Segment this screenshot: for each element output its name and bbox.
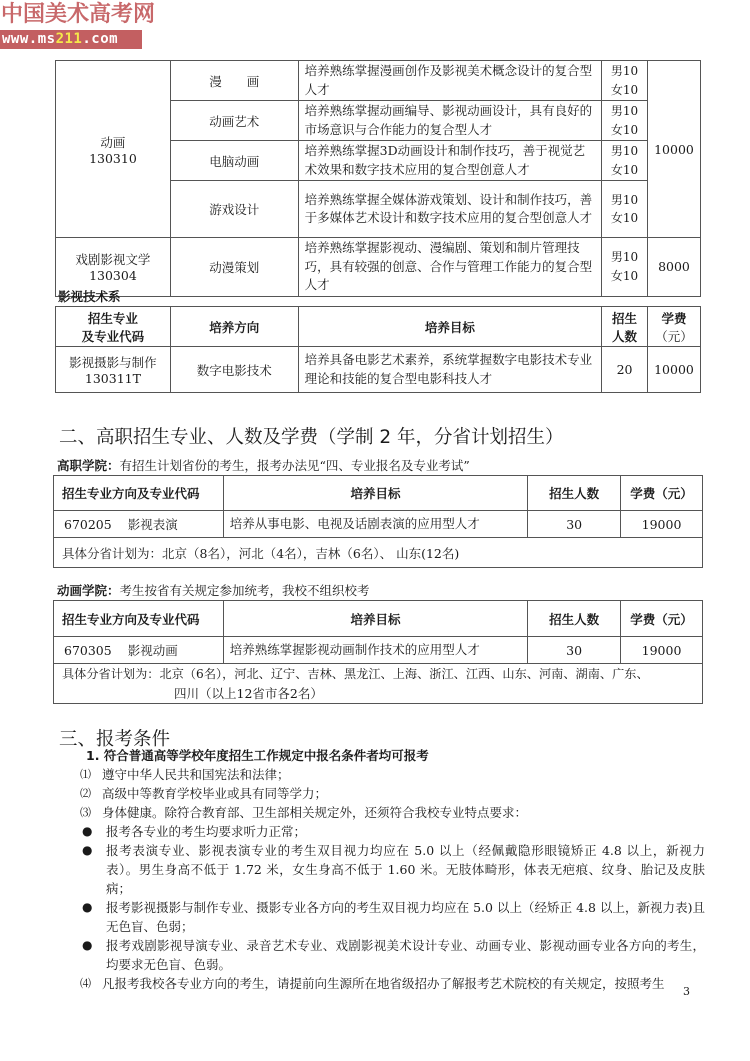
section-heading-vocational: 二、高职招生专业、人数及学费（学制 2 年，分省计划招生） [59, 427, 564, 448]
major-cell [56, 61, 171, 238]
watermark-url [0, 30, 142, 49]
college-note-text: 考生按省有关规定参加统考，我校不组织校考 [119, 583, 370, 598]
table-row [56, 347, 701, 393]
female-count: 女10 [610, 122, 639, 137]
sub-condition-number: ⑴ [80, 768, 91, 781]
province-plan: 具体分省计划为：北京（8名），河北（4名），吉林（6名）、 山东(12名) [54, 538, 703, 568]
college-note-text: 有招生计划省份的考生，报考办法见“四、专业报名及专业考试” [119, 458, 470, 473]
header-goal: 培养目标 [223, 476, 527, 511]
table-row [56, 238, 701, 297]
major-code: 130310 [89, 150, 137, 166]
bullet-icon: ● [82, 938, 93, 952]
college-label: 动画学院： [57, 583, 120, 598]
male-count: 男10 [610, 104, 639, 118]
major-name: 影视表演 [127, 517, 178, 532]
header-major-line1: 招生专业 [87, 310, 138, 326]
header-major [56, 307, 171, 347]
header-fee-line1: 学费 [661, 310, 687, 326]
direction-cell: 数字电影技术 [170, 347, 298, 393]
header-count-line2: 人数 [612, 328, 638, 344]
header-direction: 培养方向 [170, 307, 298, 347]
female-count: 女10 [610, 82, 639, 97]
direction-cell: 动画艺术 [170, 101, 298, 141]
bullet-item [80, 822, 705, 841]
count-cell: 30 [528, 511, 621, 538]
college-note-animation [57, 581, 370, 599]
major-cell [56, 347, 171, 393]
site-watermark-logo [0, 0, 156, 49]
table-row [54, 538, 703, 568]
sub-condition-number: ⑵ [80, 787, 91, 800]
female-count: 女10 [610, 162, 639, 177]
goal-cell: 培养熟练掌握动画编导、影视动画设计，具有良好的市场意识与合作能力的复合型人才 [298, 101, 601, 141]
count-cell [602, 181, 648, 238]
conditions-list [80, 746, 705, 993]
goal-cell: 培养熟练掌握全媒体游戏策划、设计和制作技巧，善于多媒体艺术设计和数字技术应用的复合型创意人才 [298, 181, 601, 238]
animation-college-table [53, 600, 703, 704]
section-heading-conditions: 三、报考条件 [59, 729, 171, 750]
watermark-title: 中国美术高考网 [1, 2, 156, 27]
table-row [54, 664, 703, 704]
header-count-line1: 招生 [612, 310, 638, 326]
watermark-url-suffix: .com [82, 31, 119, 47]
table-row [56, 61, 701, 101]
condition-item-1: 1. 符合普通高等学校年度招生工作规定中报名条件者均可报考 [86, 748, 429, 763]
watermark-url-highlight: 211 [55, 31, 83, 47]
header-major: 招生专业方向及专业代码 [54, 601, 224, 637]
header-fee: 学费（元） [621, 601, 703, 637]
sub-condition [80, 765, 705, 784]
sub-condition [80, 974, 705, 993]
watermark-url-prefix: www.ms [2, 31, 56, 47]
table-header-row [54, 601, 703, 637]
goal-cell: 培养具备电影艺术素养，系统掌握数字电影技术专业理论和技能的复合型电影科技人才 [298, 347, 601, 393]
table-header-row [56, 307, 701, 347]
fee-cell: 19000 [621, 511, 703, 538]
female-count: 女10 [610, 211, 639, 225]
male-count: 男10 [610, 250, 639, 265]
fee-cell: 19000 [621, 637, 703, 664]
major-code: 670305 [64, 643, 112, 658]
fee-cell: 10000 [648, 347, 701, 393]
goal-cell: 培养熟练掌握3D动画设计和制作技巧，善于视觉艺术效果和数字技术应用的复合型创意人才 [298, 141, 601, 181]
table-row [54, 511, 703, 538]
major-name: 戏剧影视文学 [75, 252, 151, 268]
header-goal: 培养目标 [298, 307, 601, 347]
table-row [54, 637, 703, 664]
male-count: 男10 [610, 144, 639, 158]
sub-condition-number: ⑶ [80, 806, 91, 819]
bullet-text: 报考影视摄影与制作专业、摄影专业各方向的考生双目视力均应在 5.0 以上（经矫正 4.8 以上，新视力表)且无色盲、色弱； [106, 900, 705, 934]
direction-cell: 电脑动画 [170, 141, 298, 181]
header-fee-line2: （元） [655, 328, 693, 344]
sub-condition-text: 高级中等教育学校毕业或具有同等学力； [102, 786, 328, 801]
major-code: 130304 [89, 268, 137, 284]
majors-table-animation [55, 60, 701, 297]
sub-condition-number: ⑷ [80, 977, 91, 990]
major-cell [54, 511, 224, 538]
province-plan-line2: 四川（以上12省市各2名） [174, 685, 323, 701]
sub-condition-text: 遵守中华人民共和国宪法和法律； [102, 767, 290, 782]
bullet-item [80, 936, 705, 974]
count-cell: 20 [602, 347, 648, 393]
bullet-text: 报考戏剧影视导演专业、录音艺术专业、戏剧影视美术设计专业、动画专业、影视动画专业各方向的考生，均要求无色盲、色弱。 [106, 938, 705, 972]
male-count: 男10 [610, 192, 639, 207]
major-name: 影视动画 [127, 643, 178, 658]
goal-cell: 培养从事电影、电视及话剧表演的应用型人才 [223, 511, 527, 538]
major-code: 670205 [64, 517, 112, 532]
header-count: 招生人数 [528, 476, 621, 511]
count-cell [602, 141, 648, 181]
bullet-icon: ● [82, 900, 93, 914]
major-code: 130311T [84, 371, 141, 386]
sub-condition [80, 784, 705, 803]
vocational-table [53, 475, 703, 568]
fee-cell: 10000 [647, 61, 700, 238]
direction-cell: 动漫策划 [170, 238, 298, 297]
bullet-item [80, 898, 705, 936]
count-cell [602, 101, 648, 141]
goal-cell: 培养熟练掌握漫画创作及影视美术概念设计的复合型人才 [298, 61, 601, 101]
college-label: 高职学院： [57, 458, 120, 473]
major-name: 影视摄影与制作 [69, 355, 157, 370]
bullet-icon: ● [82, 824, 93, 838]
header-count [602, 307, 648, 347]
header-fee: 学费（元） [621, 476, 703, 511]
header-count: 招生人数 [528, 601, 621, 637]
direction-cell: 漫 画 [170, 61, 298, 101]
header-goal: 培养目标 [223, 601, 527, 637]
bullet-item [80, 841, 705, 898]
goal-cell: 培养熟练掌握影视动、漫编剧、策划和制片管理技巧，具有较强的创意、合作与管理工作能力的复合型人才 [298, 238, 601, 297]
direction-cell: 游戏设计 [170, 181, 298, 238]
bullet-text: 报考各专业的考生均要求听力正常； [106, 824, 307, 839]
college-note-vocational [57, 456, 470, 474]
header-major: 招生专业方向及专业代码 [54, 476, 224, 511]
count-cell [602, 238, 648, 297]
sub-condition-text: 身体健康。除符合教育部、卫生部相关规定外，还须符合我校专业特点要求： [102, 805, 528, 820]
header-major-line2: 及专业代码 [81, 328, 145, 344]
bullet-text: 报考表演专业、影视表演专业的考生双目视力均应在 5.0 以上（经佩戴隐形眼镜矫正 4.8 以上，新视力表）。男生身高不低于 1.72 米，女生身高不低于 1.60 米。无肢体畸形，体表无疤痕、纹身、胎记及皮肤病； [106, 843, 705, 896]
sub-condition [80, 803, 705, 822]
bullet-icon: ● [82, 843, 93, 857]
male-count: 男10 [610, 64, 639, 78]
table-header-row [54, 476, 703, 511]
sub-condition-text: 凡报考我校各专业方向的考生，请提前向生源所在地省级招办了解报考艺术院校的有关规定，按照考生 [102, 976, 665, 991]
count-cell: 30 [528, 637, 621, 664]
department-title: 影视技术系 [58, 289, 121, 304]
page-number: 3 [683, 985, 690, 998]
province-plan [54, 664, 703, 704]
major-name: 动画 [100, 134, 126, 150]
goal-cell: 培养熟练掌握影视动画制作技术的应用型人才 [223, 637, 527, 664]
female-count: 女10 [610, 268, 639, 283]
fee-cell: 8000 [647, 238, 700, 297]
count-cell [602, 61, 648, 101]
province-plan-line1: 具体分省计划为：北京（6名），河北、辽宁、吉林、黑龙江、上海、浙江、江西、山东、河南、湖南、广东、 [62, 666, 649, 681]
major-cell [54, 637, 224, 664]
majors-table-film-tech [55, 306, 701, 393]
header-fee [648, 307, 701, 347]
